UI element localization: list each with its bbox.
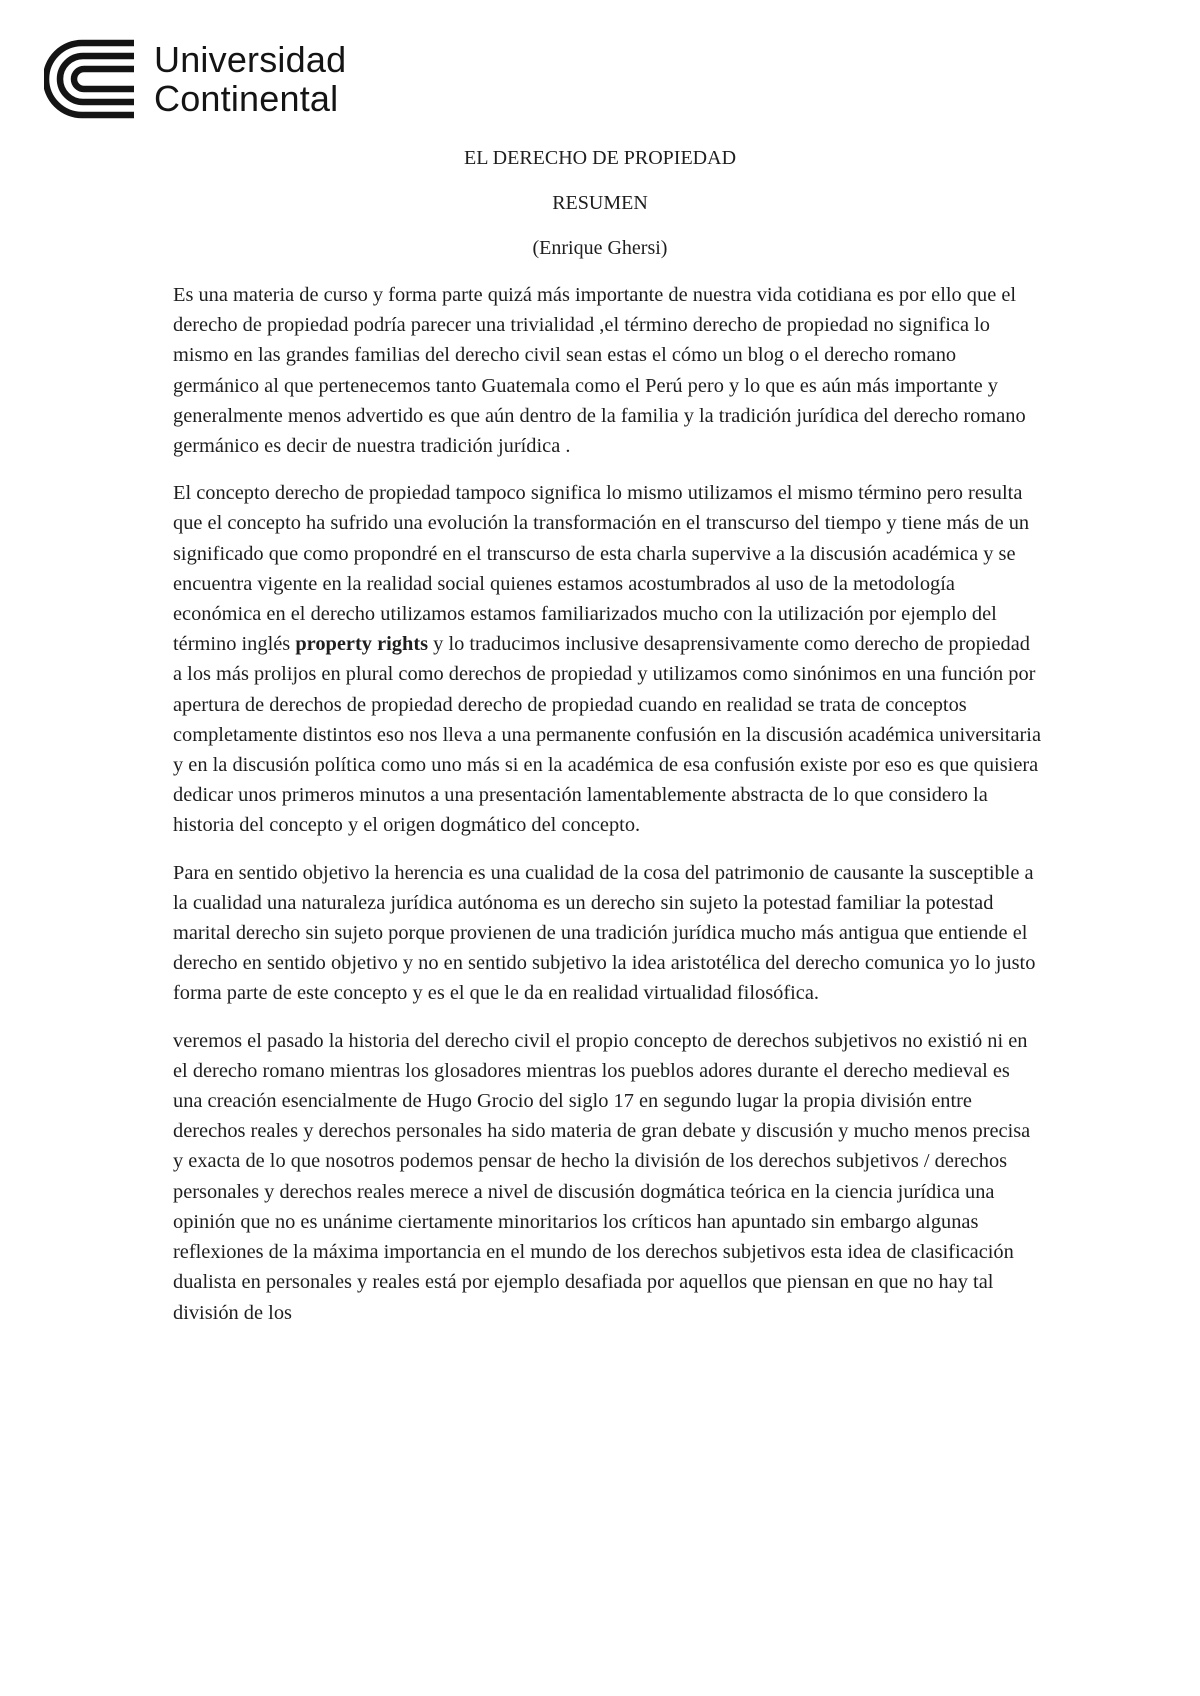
logo-line-universidad: Universidad bbox=[154, 39, 347, 80]
document-body bbox=[173, 145, 1043, 1345]
document-title: EL DERECHO DE PROPIEDAD bbox=[463, 147, 737, 169]
paragraph-2-text-end: y lo traducimos inclusive desaprensivamente como derecho de propiedad a los más prolijos en plural como derechos de propiedad y utilizamos como sinónimos en una función por apertura de derechos de propiedad derecho de propiedad cuando en realidad se trata de conceptos completamente distintos eso nos lleva a una permanente confusión en la discusión académica universitaria y en la discusión política como uno más si en la académica de esa confusión existe por eso es que quisiera dedicar unos primeros minutos a una presentación lamentablemente abstracta de lo que considero la historia del concepto y el origen dogmático del concepto. bbox=[173, 633, 1042, 837]
paragraph-2-text-start: El concepto derecho de propiedad tampoco significa lo mismo utilizamos el mismo término pero resulta que el concepto ha sufrido una evolución la transformación en el transcurso del tiempo y tiene más de un significado que como propondré en el transcurso de esta charla supervive a la discusión académica y se encuentra vigente en la realidad social quienes estamos acostumbrados al uso de la metodología económica en el derecho utilizamos estamos familiarizados mucho con la utilización por ejemplo del término inglés bbox=[173, 482, 1030, 656]
paragraph-3: Para en sentido objetivo la herencia es una cualidad de la cosa del patrimonio de causante la susceptible a la cualidad una naturaleza jurídica autónoma es un derecho sin sujeto la potestad familiar la potestad marital derecho sin sujeto porque provienen de una tradición jurídica mucho más antigua que entiende el derecho en sentido objetivo y no en sentido subjetivo la idea aristotélica del derecho comunica yo lo justo forma parte de este concepto y es el que le da en realidad virtualidad filosófica. bbox=[173, 861, 1036, 1005]
document-subtitle: RESUMEN bbox=[552, 192, 648, 214]
paragraph-2 bbox=[173, 478, 1043, 840]
paragraph-4: veremos el pasado la historia del derecho civil el propio concepto de derechos subjetivos no existió ni en el derecho romano mientras los glosadores mientras los pueblos adores durante el derecho medieval es una creación esencialmente de Hugo Grocio del siglo 17 en segundo lugar la propia división entre derechos reales y derechos personales ha sido materia de gran debate y discusión y mucho menos precisa y exacta de lo que nosotros podemos pensar de hecho la división de los derechos subjetivos / derechos personales y derechos reales merece a nivel de discusión dogmática teórica en la ciencia jurídica una opinión que no es unánime ciertamente minoritarios los críticos han apuntado sin embargo algunas reflexiones de la máxima importancia en el mundo de los derechos subjetivos esta idea de clasificación dualista en personales y reales está por ejemplo desafiada por aquellos que piensan en que no hay tal división de los bbox=[173, 1029, 1031, 1324]
logo-line-continental: Continental bbox=[154, 78, 339, 119]
university-logo bbox=[44, 38, 346, 120]
logo-wordmark bbox=[154, 40, 346, 118]
property-rights-term: property rights bbox=[295, 633, 429, 656]
continental-c-logo-icon bbox=[44, 38, 140, 120]
paragraph-1: Es una materia de curso y forma parte quizá más importante de nuestra vida cotidiana es por ello que el derecho de propiedad podría parecer una trivialidad ,el término derecho de propiedad no significa lo mismo en las grandes familias del derecho civil sean estas el cómo un blog o el derecho romano germánico al que pertenecemos tanto Guatemala como el Perú pero y lo que es aún más importante y generalmente menos advertido es que aún dentro de la familia y la tradición jurídica del derecho romano germánico es decir de nuestra tradición jurídica . bbox=[173, 284, 1026, 458]
document-author: (Enrique Ghersi) bbox=[532, 237, 668, 259]
